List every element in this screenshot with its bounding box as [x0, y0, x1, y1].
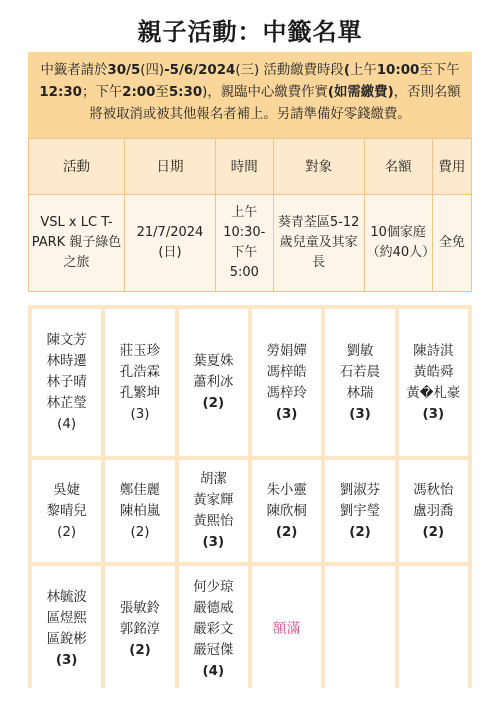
winner-count: (2): [130, 524, 150, 540]
winner-group: [32, 460, 101, 562]
winner-name: 嚴德威: [193, 600, 234, 616]
header-date: 日期: [125, 139, 216, 195]
winner-name: 嚴彩文: [193, 621, 234, 637]
full-quota-cell: [252, 566, 321, 692]
header-activity: 活動: [29, 139, 125, 195]
winner-name: 黃皓舜: [413, 364, 454, 380]
winner-name: 陳欣桐: [266, 503, 307, 519]
winner-name: 郭銘淳: [119, 621, 161, 637]
winner-group: [105, 566, 174, 692]
winner-name: 蕭利冰: [193, 375, 234, 390]
header-quota: 名額: [364, 139, 432, 195]
notice-segment: (如需繳費): [327, 85, 394, 100]
winner-count: (3): [55, 653, 78, 668]
winner-name: 黎晴兒: [46, 503, 87, 519]
winner-group: [105, 460, 174, 562]
winner-count: (2): [422, 524, 445, 540]
winner-group: [32, 566, 101, 692]
winner-name: 黃熙怡: [193, 514, 234, 529]
cell-time: 上午 10:30-下午 5:00: [215, 195, 273, 292]
notice-segment: ；下午: [81, 85, 123, 100]
winner-name: 林時遷: [46, 354, 87, 369]
empty-cell: [399, 566, 468, 692]
notice-segment: (四): [140, 63, 165, 78]
winner-group: [179, 460, 248, 562]
winner-group: [179, 309, 248, 456]
winner-name: 石若晨: [339, 364, 381, 380]
winner-name: 馮梓玲: [266, 385, 307, 401]
winner-count: (2): [202, 396, 225, 411]
winner-name: 葉夏姝: [193, 354, 234, 369]
winner-name: 陳文芳: [46, 333, 87, 348]
winner-name: 胡潔: [199, 472, 227, 487]
cell-fee: 全免: [432, 195, 471, 292]
winner-name: 區煜熙: [46, 611, 87, 626]
cell-activity: VSL x LC T-PARK 親子綠色之旅: [29, 195, 125, 292]
full-quota-label: 額滿: [272, 620, 301, 637]
notice-segment: 至下午: [419, 63, 460, 78]
winner-count: (2): [129, 642, 151, 658]
winner-name: 林瑞: [346, 385, 374, 401]
winner-group: [105, 309, 174, 456]
notice-segment: -5/6/2024: [164, 63, 236, 78]
header-target: 對象: [273, 139, 364, 195]
notice-segment: 至: [155, 85, 169, 100]
winner-count: (3): [422, 406, 445, 422]
cell-target: 葵青荃區5-12歲兒童及其家長: [273, 195, 364, 292]
winner-group: [325, 309, 394, 456]
table-row: [29, 195, 472, 292]
winner-name: 黃�札豪: [406, 385, 461, 401]
winner-name: 鄭佳麗: [119, 482, 161, 498]
winner-count: (2): [349, 524, 371, 540]
winner-count: (4): [202, 663, 225, 679]
winner-name: 馮梓皓: [266, 364, 307, 380]
empty-cell: [325, 566, 394, 692]
winner-name: 孔繁坤: [119, 385, 161, 401]
page-title: 親子活動：中籤名單: [137, 18, 363, 46]
cell-date: 21/7/2024 (日): [125, 195, 216, 292]
winner-count: (3): [130, 406, 150, 422]
winners-grid: [28, 305, 472, 688]
winner-name: 劉宇瑩: [339, 503, 381, 519]
winner-name: 何少琼: [193, 579, 234, 595]
winner-name: 陳詩淇: [413, 343, 454, 359]
cell-quota: 10個家庭（約40人）: [364, 195, 432, 292]
winner-name: 勞娟嬋: [266, 343, 307, 359]
winner-group: [32, 309, 101, 456]
notice-segment: 30/5: [107, 63, 141, 78]
notice-segment: 12:30: [39, 85, 82, 100]
winner-name: 林芷瑩: [46, 396, 87, 411]
winner-group: [252, 460, 321, 562]
winner-name: 區銳彬: [46, 632, 87, 647]
winner-name: 林毓波: [46, 590, 87, 605]
winner-name: 張敏鈴: [119, 600, 161, 616]
notice-segment: ，否則名額將被取消或被其他報名者補上。另請準備好零錢繳費。: [89, 85, 461, 122]
payment-notice: [28, 52, 472, 138]
winner-name: 馮秋怡: [413, 482, 454, 498]
winner-name: 劉淑芬: [339, 482, 381, 498]
winner-group: [399, 460, 468, 562]
winner-count: (2): [275, 524, 298, 540]
winner-name: 莊玉珍: [119, 343, 161, 359]
winner-name: 盧羽喬: [413, 503, 454, 519]
winner-count: (2): [57, 524, 77, 540]
notice-segment: (三) 活動繳費時段: [235, 63, 344, 78]
winner-name: 孔浩霖: [119, 364, 161, 380]
winner-name: 吳婕: [53, 482, 81, 498]
winner-name: 陳柏嵐: [119, 503, 161, 519]
winner-group: [325, 460, 394, 562]
notice-segment: 2:00: [122, 85, 156, 100]
winner-count: (4): [57, 417, 77, 432]
table-header-row: [29, 139, 472, 195]
winner-count: (3): [349, 406, 371, 422]
winner-count: (3): [275, 406, 298, 422]
winner-name: 黃家輝: [193, 493, 234, 508]
notice-segment: (: [343, 63, 350, 78]
notice-segment: 10:00: [376, 63, 420, 78]
winner-count: (3): [202, 535, 225, 550]
winner-name: 林子晴: [46, 375, 87, 390]
winner-group: [179, 566, 248, 692]
header-fee: 費用: [432, 139, 471, 195]
notice-segment: 5:30: [168, 85, 203, 100]
winner-name: 嚴冠傑: [193, 642, 234, 658]
activity-info-table: [28, 138, 472, 292]
notice-segment: 中籤者請於: [40, 63, 108, 78]
winner-name: 朱小靈: [266, 482, 307, 498]
notice-segment: )，親臨中心繳費作實: [202, 85, 328, 100]
winner-name: 劉敏: [346, 343, 374, 359]
winner-group: [399, 309, 468, 456]
notice-segment: 上午: [349, 63, 377, 78]
winner-group: [252, 309, 321, 456]
header-time: 時間: [215, 139, 273, 195]
